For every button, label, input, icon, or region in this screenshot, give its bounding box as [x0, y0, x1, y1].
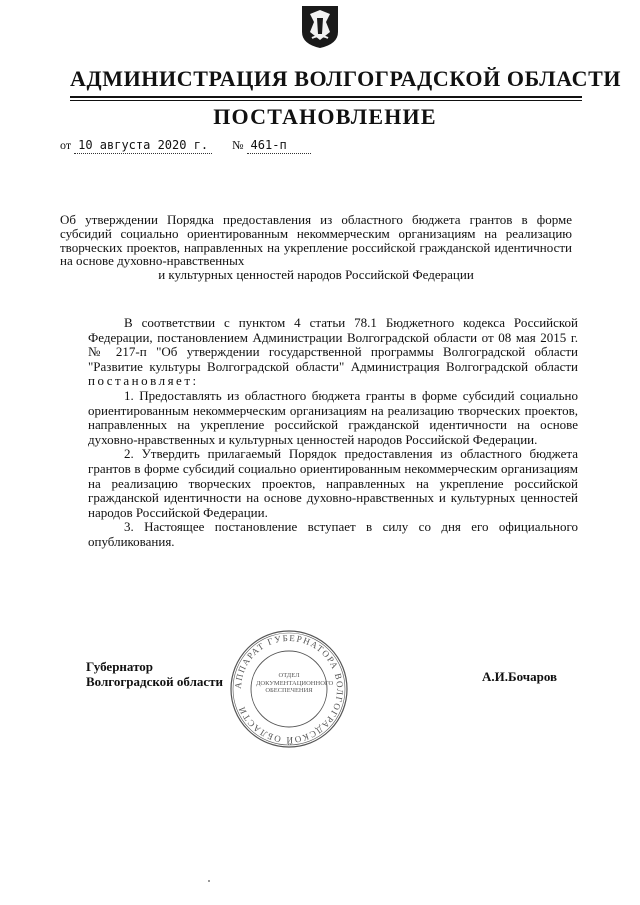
subject-last-line: и культурных ценностей народов Российской Федерации: [158, 267, 474, 283]
document-body: [88, 316, 578, 550]
number-sign: №: [232, 138, 244, 152]
document-subject: [60, 213, 572, 282]
number-value: 461-п: [250, 138, 287, 152]
preamble-text: В соответствии с пунктом 4 статьи 78.1 Бюджетного кодекса Российской Федерации, постановлением Администрации Волгоградской области от 08 мая 2015 г. № 217-п "Об утверждении государственной программы Волгоградской области "Развитие культуры Волгоградской области" Администрация Волгоградской области: [88, 315, 578, 374]
number-field: [247, 138, 311, 154]
date-field: [74, 138, 212, 154]
item-paragraph-3: 3. Настоящее постановление вступает в силу со дня его официального опубликования.: [88, 519, 578, 549]
stamp-inner-text: ОТДЕЛ ДОКУМЕНТАЦИОННОГО ОБЕСПЕЧЕНИЯ: [256, 672, 334, 694]
signatory-title-line1: Губернатор: [86, 659, 154, 674]
official-stamp: [228, 628, 350, 750]
item-paragraph-2: 2. Утвердить прилагаемый Порядок предоставления из областного бюджета грантов в форме субсидий социально ориентированным некоммерческим организациям на реализацию творческих проектов, направленных на укрепление российской гражданской идентичности на основе духовно-нравственных и культурных ценностей народов Российской Федерации.: [88, 446, 578, 520]
signatory-title-line2: Волгоградской области: [86, 674, 224, 689]
decree-word: постановляет:: [88, 373, 199, 389]
header-rule-thin: [70, 100, 582, 101]
item-paragraph-1: 1. Предоставлять из областного бюджета гранты в форме субсидий социально ориентированным некоммерческим организациям на реализацию творческих проектов, направленных на укрепление российской гражданской идентичности на основе духовно-нравственных и культурных ценностей народов Российской Федерации.: [88, 387, 578, 447]
header-rule: [70, 96, 582, 98]
preamble-paragraph: [88, 316, 578, 389]
signatory-title: [86, 659, 223, 689]
document-type-title: ПОСТАНОВЛЕНИЕ: [213, 104, 437, 129]
signatory-name: А.И.Бочаров: [482, 669, 558, 684]
date-number-line: [60, 138, 311, 154]
stamp-outer-text: АППАРАТ ГУБЕРНАТОРА ВОЛГОГРАДСКОЙ ОБЛАСТИ: [232, 632, 346, 746]
scan-speck: [208, 880, 210, 882]
coat-of-arms-icon: [300, 4, 340, 50]
subject-text: Об утверждении Порядка предоставления из областного бюджета грантов в форме субсидий социально ориентированным некоммерческим организациям на реализацию творческих проектов, направленных на укрепление российской гражданской идентичности на основе духовно-нравственных: [60, 212, 572, 269]
organization-title: АДМИНИСТРАЦИЯ ВОЛГОГРАДСКОЙ ОБЛАСТИ: [70, 66, 622, 91]
date-prefix: от: [60, 138, 72, 152]
date-value: 10 августа 2020 г.: [78, 138, 209, 152]
